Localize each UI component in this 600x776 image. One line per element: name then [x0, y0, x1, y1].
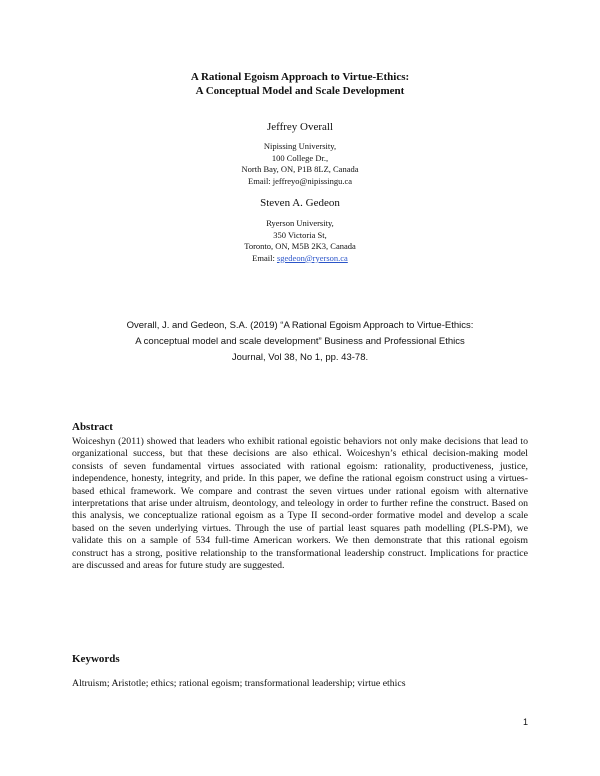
abstract-text: Woiceshyn (2011) showed that leaders who exhibit rational egoistic behaviors not only make decisions that lead to organizational success, but that these decisions are also ethical. Woiceshyn’s ethical decision-making model consists of seven fundamental virtues associated with rational egoism: rationality, productiveness, justice, independence, honesty, integrity, and pride. In this paper, we define the rational egoism construct using a virtues-based ethical framework. We compare and contrast the seven virtues under rational egoism with alternative interpretations that arise under altruism, deontology, and teleology in order to further refine the construct. Based on this analysis, we conceptualize rational egoism as a Type II second-order formative model and develop a scale based on the seven underlying virtues. Through the use of partial least squares path modelling (PLS-PM), we validate this on a sample of 534 full-time American workers. We then demonstrate that this rational egoism construct has a strong, positive relationship to the transformational leadership construct. Implications for practice are discussed and areas for future study are suggested. [72, 436, 528, 572]
page-number: 1 [522, 717, 528, 727]
email-link[interactable]: sgedeon@ryerson.ca [276, 252, 348, 263]
affiliation-line: North Bay, ON, P1B 8LZ, Canada [241, 164, 359, 174]
author-affiliation-1 [0, 141, 600, 187]
title-line-2: A Conceptual Model and Scale Development [195, 85, 405, 97]
affiliation-line: 350 Victoria St, [273, 229, 327, 240]
email-address: jeffreyo@nipissingu.ca [272, 175, 352, 186]
affiliation-line: Nipissing University, [263, 141, 337, 151]
paper-title [0, 70, 600, 98]
citation-line-1: Overall, J. and Gedeon, S.A. (2019) “A Rational Egoism Approach to Virtue-Ethics: [126, 320, 474, 331]
keywords-text: Altruism; Aristotle; ethics; rational egoism; transformational leadership; virtue ethics [72, 678, 406, 689]
email-label: Email: [252, 252, 277, 263]
author-affiliation-2 [0, 218, 600, 264]
affiliation-line: 100 College Dr., [271, 152, 329, 163]
author-email-1 [0, 176, 600, 188]
title-line-1: A Rational Egoism Approach to Virtue-Ethics: [190, 71, 410, 83]
author-name-1: Jeffrey Overall [266, 121, 334, 133]
email-label: Email: [248, 175, 273, 186]
affiliation-line: Ryerson University, [266, 218, 334, 228]
keywords-heading: Keywords [72, 653, 120, 665]
affiliation-line: Toronto, ON, M5B 2K3, Canada [244, 241, 356, 251]
citation-line-2: A conceptual model and scale development” Business and Professional Ethics [135, 336, 465, 347]
author-email-2 [0, 253, 600, 265]
citation-block [120, 318, 480, 366]
citation-line-3: Journal, Vol 38, No 1, pp. 43-78. [231, 352, 369, 363]
abstract-heading: Abstract [72, 421, 113, 433]
author-name-2: Steven A. Gedeon [260, 197, 340, 209]
